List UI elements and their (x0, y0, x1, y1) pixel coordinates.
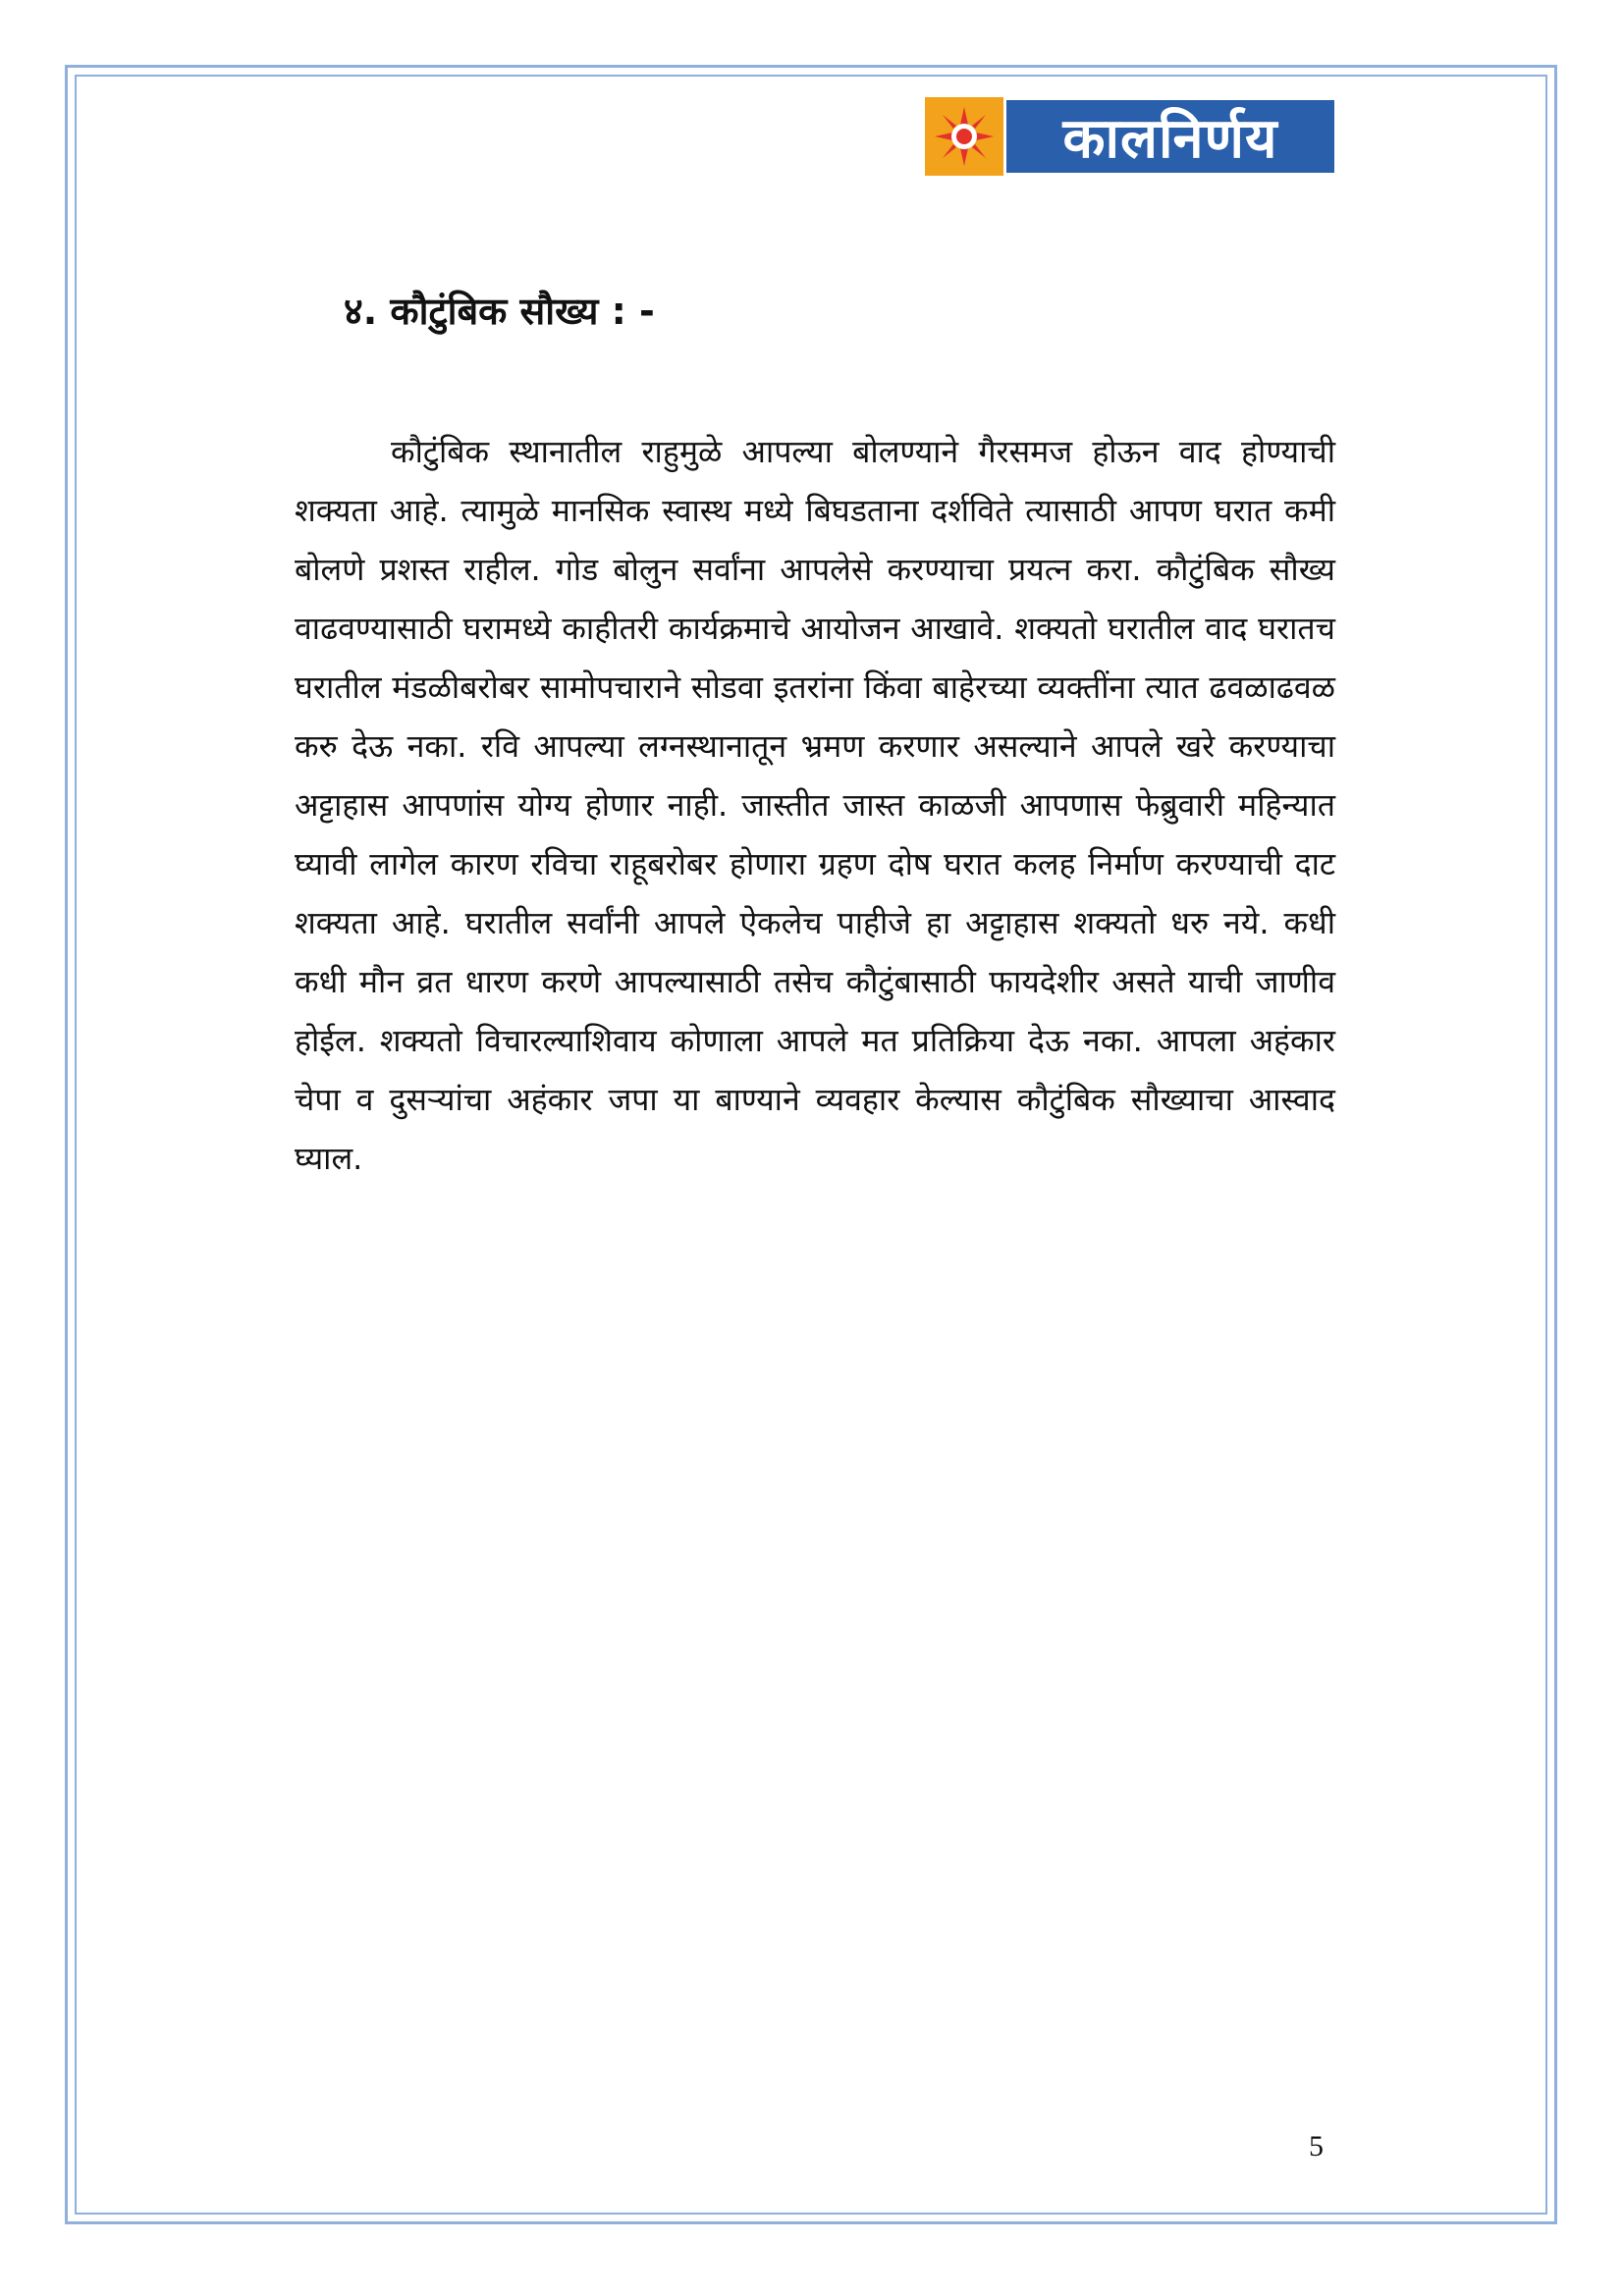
sun-emblem-svg (933, 105, 996, 168)
body-paragraph: कौटुंबिक स्थानातील राहुमुळे आपल्या बोलण्याने गैरसमज होऊन वाद होण्याची शक्यता आहे. त्यामुळे मानसिक स्वास्थ मध्ये बिघडताना दर्शविते त्यासाठी आपण घरात कमी बोलणे प्रशस्त राहील. गोड बोलुन सर्वांना आपलेसे करण्याचा प्रयत्न करा. कौटुंबिक सौख्य वाढवण्यासाठी घरामध्ये काहीतरी कार्यक्रमाचे आयोजन आखावे. शक्यतो घरातील वाद घरातच घरातील मंडळीबरोबर सामोपचाराने सोडवा इतरांना किंवा बाहेरच्या व्यक्तींना त्यात ढवळाढवळ करु देऊ नका. रवि आपल्या लग्नस्थानातून भ्रमण करणार असल्याने आपले खरे करण्याचा अट्टाहास आपणांस योग्य होणार नाही. जास्तीत जास्त काळजी आपणास फेब्रुवारी महिन्यात घ्यावी लागेल कारण रविचा राहूबरोबर होणारा ग्रहण दोष घरात कलह निर्माण करण्याची दाट शक्यता आहे. घरातील सर्वांनी आपले ऐकलेच पाहीजे हा अट्टाहास शक्यतो धरु नये. कधी कधी मौन व्रत धारण करणे आपल्यासाठी तसेच कौटुंबासाठी फायदेशीर असते याची जाणीव होईल. शक्यतो विचारल्याशिवाय कोणाला आपले मत प्रतिक्रिया देऊ नका. आपला अहंकार चेपा व दुसऱ्यांचा अहंकार जपा या बाण्याने व्यवहार केल्यास कौटुंबिक सौख्याचा आस्वाद घ्याल. (295, 433, 1335, 1177)
section-heading: ४. कौटुंबिक सौख्य : - (344, 290, 655, 333)
sun-emblem-icon (925, 97, 1003, 176)
kalnirnay-logo (925, 97, 1337, 176)
page-number: 5 (1309, 2130, 1324, 2163)
logo-wordmark: कालनिर्णय (1003, 97, 1337, 176)
